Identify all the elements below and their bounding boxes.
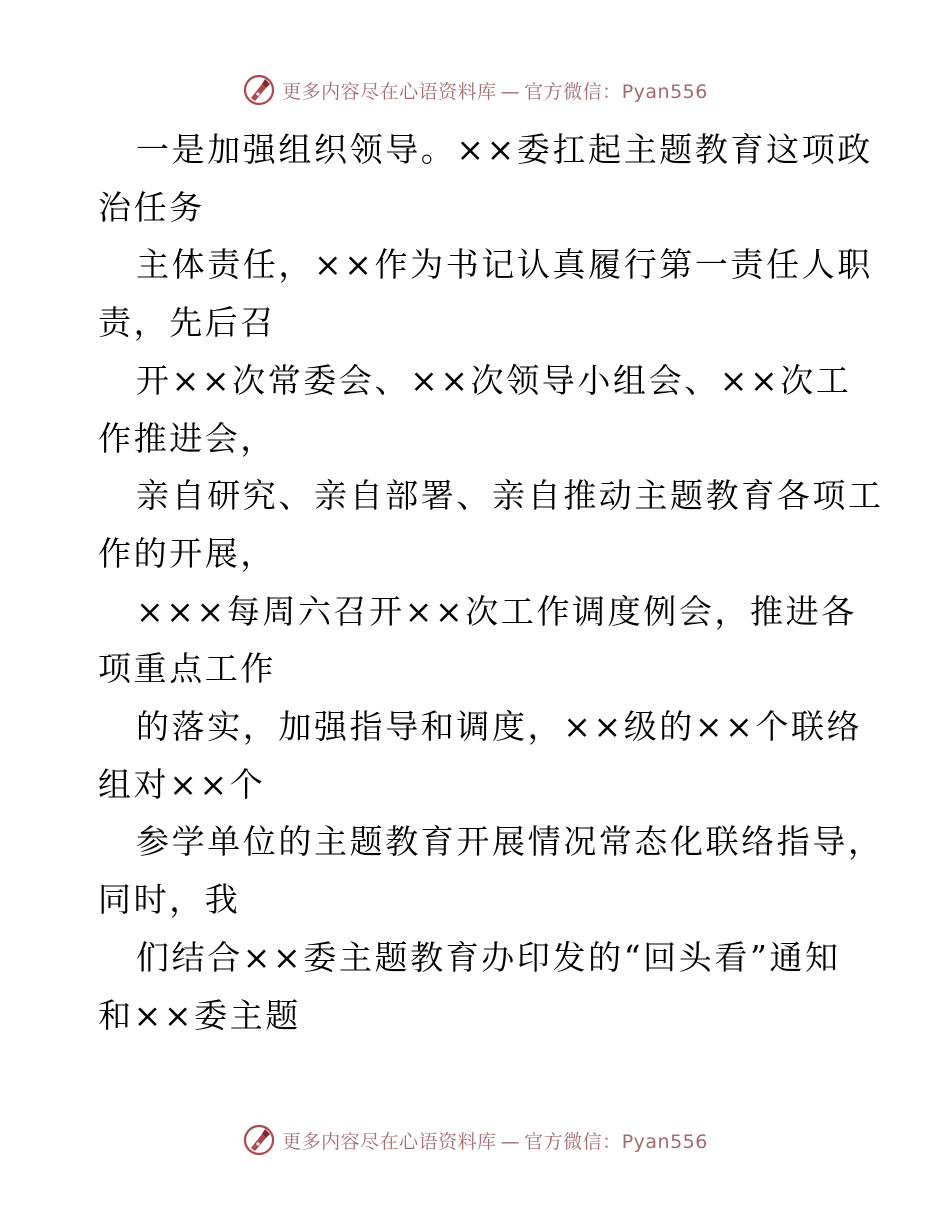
paragraph-line: 治任务 [98,187,205,227]
header-watermark-text [282,77,708,104]
paragraph-line: 主体责任，××作为书记认真履行第一责任人职 [136,245,873,285]
pen-nib-circle-icon [242,1123,276,1157]
paragraph-line: 作推进会， [98,418,276,458]
footer-watermark-text [282,1127,708,1154]
paragraph-line: 责，先后召 [98,303,276,343]
paragraph-4 [98,467,884,582]
paragraph-8 [98,929,858,1044]
paragraph-line: 和××委主题 [98,995,301,1035]
separator: — [500,1130,521,1153]
document-body [98,121,884,1044]
paragraph-line: 作的开展， [98,533,276,573]
brand-text: 更多内容尽在心语资料库 [282,80,497,103]
paragraph-1 [98,121,873,236]
paragraph-line: 同时，我 [98,880,241,920]
paragraph-line: 项重点工作 [98,649,276,689]
paragraph-line: 一是加强组织领导。××委扛起主题教育这项政 [136,130,873,169]
footer-watermark [0,1120,950,1160]
paragraph-6 [98,698,863,813]
paragraph-5 [98,583,858,698]
paragraph-line: 亲自研究、亲自部署、亲自推动主题教育各项工 [136,476,884,516]
pen-nib-circle-icon [242,73,276,107]
paragraph-3 [98,352,858,467]
wechat-label: 官方微信： [524,80,622,103]
separator: — [500,80,521,103]
wechat-id: Pyan556 [621,80,708,103]
paragraph-line: 开××次常委会、××次领导小组会、××次工 [136,360,852,400]
paragraph-line: ×××每周六召开××次工作调度例会，推进各 [136,591,857,631]
paragraph-line: 组对××个 [98,764,266,804]
wechat-id: Pyan556 [621,1130,708,1153]
paragraph-line: 的落实，加强指导和调度，××级的××个联络 [136,707,863,747]
paragraph-line: 们结合××委主题教育办印发的“回头看”通知 [136,937,841,977]
brand-text: 更多内容尽在心语资料库 [282,1130,497,1153]
paragraph-2 [98,236,873,351]
paragraph-7 [98,813,884,928]
paragraph-line: 参学单位的主题教育开展情况常态化联络指导， [136,822,884,862]
header-watermark [0,70,950,110]
wechat-label: 官方微信： [524,1130,622,1153]
